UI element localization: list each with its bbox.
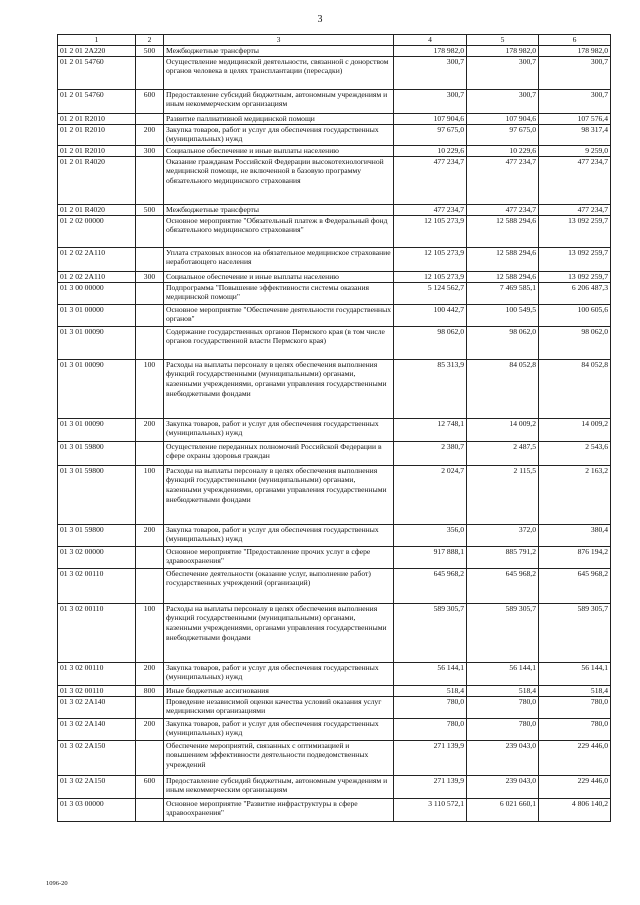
- item-name-cell: Социальное обеспечение и иные выплаты населению: [164, 271, 394, 282]
- amount-year2-cell: 239 043,0: [467, 775, 539, 798]
- target-code-cell: 01 2 01 R4020: [58, 156, 136, 204]
- expense-type-cell: [136, 326, 164, 359]
- amount-year1-cell: 518,4: [394, 685, 467, 696]
- item-name-cell: Закупка товаров, работ и услуг для обеспечения государственных (муниципальных) нужд: [164, 124, 394, 145]
- amount-year3-cell: 780,0: [539, 718, 611, 740]
- amount-year1-cell: 100 442,7: [394, 304, 467, 326]
- amount-year1-cell: 271 139,9: [394, 740, 467, 775]
- expense-type-cell: [136, 304, 164, 326]
- amount-year1-cell: 97 675,0: [394, 124, 467, 145]
- table-row: [58, 775, 611, 798]
- target-code-cell: 01 2 02 00000: [58, 215, 136, 247]
- amount-year1-cell: 271 139,9: [394, 775, 467, 798]
- item-name-cell: Закупка товаров, работ и услуг для обеспечения государственных (муниципальных) нужд: [164, 662, 394, 685]
- amount-year3-cell: 9 259,0: [539, 145, 611, 156]
- amount-year3-cell: 14 009,2: [539, 418, 611, 441]
- target-code-cell: 01 2 01 R4020: [58, 204, 136, 215]
- amount-year2-cell: 97 675,0: [467, 124, 539, 145]
- amount-year1-cell: 780,0: [394, 718, 467, 740]
- target-code-cell: 01 3 01 00000: [58, 304, 136, 326]
- item-name-cell: Основное мероприятие "Развитие инфраструктуры в сфере здравоохранения": [164, 798, 394, 821]
- amount-year1-cell: 780,0: [394, 696, 467, 718]
- target-code-cell: 01 3 01 59800: [58, 441, 136, 465]
- item-name-cell: Социальное обеспечение и иные выплаты населению: [164, 145, 394, 156]
- amount-year2-cell: 780,0: [467, 696, 539, 718]
- amount-year3-cell: 2 543,6: [539, 441, 611, 465]
- budget-table: [57, 34, 611, 822]
- amount-year3-cell: 380,4: [539, 524, 611, 546]
- amount-year1-cell: 2 380,7: [394, 441, 467, 465]
- column-header: 4: [394, 35, 467, 46]
- footer-note: 1096-20: [46, 880, 68, 887]
- amount-year2-cell: 239 043,0: [467, 740, 539, 775]
- target-code-cell: 01 2 01 54760: [58, 56, 136, 89]
- header-row: [58, 35, 611, 46]
- amount-year1-cell: 300,7: [394, 56, 467, 89]
- amount-year2-cell: 780,0: [467, 718, 539, 740]
- amount-year2-cell: 56 144,1: [467, 662, 539, 685]
- table-row: [58, 798, 611, 821]
- item-name-cell: Расходы на выплаты персоналу в целях обеспечения выполнения функций государственными (муниципальными) органами, казенными учреждениями, органами управления государственными внебюджетными фондами: [164, 359, 394, 418]
- page-number: 3: [317, 14, 323, 25]
- amount-year3-cell: 645 968,2: [539, 568, 611, 603]
- item-name-cell: Обеспечение мероприятий, связанных с оптимизацией и повышением эффективности деятельности подведомственных учреждений: [164, 740, 394, 775]
- amount-year1-cell: 12 105 273,9: [394, 271, 467, 282]
- amount-year3-cell: 56 144,1: [539, 662, 611, 685]
- amount-year1-cell: 917 888,1: [394, 546, 467, 568]
- table-row: [58, 45, 611, 56]
- target-code-cell: 01 3 01 00090: [58, 326, 136, 359]
- table-row: [58, 113, 611, 124]
- amount-year3-cell: 229 446,0: [539, 775, 611, 798]
- amount-year3-cell: 6 206 487,3: [539, 282, 611, 304]
- amount-year3-cell: 13 092 259,7: [539, 247, 611, 271]
- item-name-cell: Межбюджетные трансферты: [164, 204, 394, 215]
- target-code-cell: 01 2 01 2А220: [58, 45, 136, 56]
- amount-year1-cell: 477 234,7: [394, 156, 467, 204]
- amount-year3-cell: 589 305,7: [539, 603, 611, 662]
- expense-type-cell: 800: [136, 685, 164, 696]
- amount-year2-cell: 589 305,7: [467, 603, 539, 662]
- table-row: [58, 145, 611, 156]
- amount-year3-cell: 477 234,7: [539, 156, 611, 204]
- amount-year3-cell: 477 234,7: [539, 204, 611, 215]
- item-name-cell: Предоставление субсидий бюджетным, автономным учреждениям и иным некоммерческим организациям: [164, 89, 394, 113]
- amount-year3-cell: 107 576,4: [539, 113, 611, 124]
- item-name-cell: Осуществление переданных полномочий Российской Федерации в сфере охраны здоровья граждан: [164, 441, 394, 465]
- table-row: [58, 204, 611, 215]
- expense-type-cell: [136, 441, 164, 465]
- table-row: [58, 685, 611, 696]
- table-row: [58, 359, 611, 418]
- expense-type-cell: 200: [136, 418, 164, 441]
- expense-type-cell: 300: [136, 271, 164, 282]
- amount-year2-cell: 107 904,6: [467, 113, 539, 124]
- amount-year1-cell: 589 305,7: [394, 603, 467, 662]
- expense-type-cell: 100: [136, 359, 164, 418]
- target-code-cell: 01 3 02 00110: [58, 568, 136, 603]
- table-row: [58, 524, 611, 546]
- amount-year2-cell: 6 021 660,1: [467, 798, 539, 821]
- table-row: [58, 603, 611, 662]
- expense-type-cell: [136, 215, 164, 247]
- amount-year2-cell: 477 234,7: [467, 156, 539, 204]
- amount-year1-cell: 3 110 572,1: [394, 798, 467, 821]
- amount-year1-cell: 85 313,9: [394, 359, 467, 418]
- expense-type-cell: 100: [136, 603, 164, 662]
- item-name-cell: Основное мероприятие "Предоставление прочих услуг в сфере здравоохранения": [164, 546, 394, 568]
- amount-year1-cell: 2 024,7: [394, 465, 467, 524]
- amount-year1-cell: 645 968,2: [394, 568, 467, 603]
- amount-year3-cell: 876 194,2: [539, 546, 611, 568]
- amount-year2-cell: 12 588 294,6: [467, 271, 539, 282]
- column-header: 5: [467, 35, 539, 46]
- amount-year1-cell: 356,0: [394, 524, 467, 546]
- amount-year2-cell: 300,7: [467, 56, 539, 89]
- amount-year2-cell: 14 009,2: [467, 418, 539, 441]
- amount-year2-cell: 885 791,2: [467, 546, 539, 568]
- item-name-cell: Оказание гражданам Российской Федерации высокотехнологичной медицинской помощи, не включенной в базовую программу обязательного медицинского страхования: [164, 156, 394, 204]
- item-name-cell: Межбюджетные трансферты: [164, 45, 394, 56]
- item-name-cell: Подпрограмма "Повышение эффективности системы оказания медицинской помощи": [164, 282, 394, 304]
- table-row: [58, 740, 611, 775]
- amount-year2-cell: 2 487,5: [467, 441, 539, 465]
- amount-year2-cell: 12 588 294,6: [467, 247, 539, 271]
- table-row: [58, 718, 611, 740]
- table-row: [58, 568, 611, 603]
- expense-type-cell: 300: [136, 145, 164, 156]
- expense-type-cell: 200: [136, 524, 164, 546]
- target-code-cell: 01 3 02 2А140: [58, 718, 136, 740]
- amount-year1-cell: 178 982,0: [394, 45, 467, 56]
- amount-year2-cell: 300,7: [467, 89, 539, 113]
- column-header: 1: [58, 35, 136, 46]
- expense-type-cell: [136, 56, 164, 89]
- amount-year3-cell: 780,0: [539, 696, 611, 718]
- amount-year3-cell: 4 806 140,2: [539, 798, 611, 821]
- amount-year3-cell: 13 092 259,7: [539, 271, 611, 282]
- amount-year3-cell: 13 092 259,7: [539, 215, 611, 247]
- amount-year3-cell: 2 163,2: [539, 465, 611, 524]
- amount-year2-cell: 518,4: [467, 685, 539, 696]
- column-header: 6: [539, 35, 611, 46]
- item-name-cell: Проведение независимой оценки качества условий оказания услуг медицинскими организациями: [164, 696, 394, 718]
- table-row: [58, 662, 611, 685]
- item-name-cell: Закупка товаров, работ и услуг для обеспечения государственных (муниципальных) нужд: [164, 524, 394, 546]
- amount-year3-cell: 100 605,6: [539, 304, 611, 326]
- target-code-cell: 01 3 01 59800: [58, 524, 136, 546]
- expense-type-cell: [136, 282, 164, 304]
- item-name-cell: Осуществление медицинской деятельности, связанной с донорством органов человека в целях трансплантации (пересадки): [164, 56, 394, 89]
- target-code-cell: 01 2 01 R2010: [58, 113, 136, 124]
- item-name-cell: Иные бюджетные ассигнования: [164, 685, 394, 696]
- amount-year3-cell: 300,7: [539, 89, 611, 113]
- amount-year2-cell: 100 549,5: [467, 304, 539, 326]
- expense-type-cell: [136, 546, 164, 568]
- amount-year2-cell: 84 052,8: [467, 359, 539, 418]
- amount-year3-cell: 84 052,8: [539, 359, 611, 418]
- expense-type-cell: 600: [136, 89, 164, 113]
- target-code-cell: 01 2 01 54760: [58, 89, 136, 113]
- amount-year2-cell: 2 115,5: [467, 465, 539, 524]
- target-code-cell: 01 3 02 00000: [58, 546, 136, 568]
- amount-year1-cell: 56 144,1: [394, 662, 467, 685]
- expense-type-cell: [136, 740, 164, 775]
- amount-year3-cell: 300,7: [539, 56, 611, 89]
- table-row: [58, 326, 611, 359]
- expense-type-cell: [136, 696, 164, 718]
- item-name-cell: Закупка товаров, работ и услуг для обеспечения государственных (муниципальных) нужд: [164, 418, 394, 441]
- amount-year2-cell: 645 968,2: [467, 568, 539, 603]
- target-code-cell: 01 3 03 00000: [58, 798, 136, 821]
- column-header: 3: [164, 35, 394, 46]
- amount-year1-cell: 12 105 273,9: [394, 247, 467, 271]
- item-name-cell: Основное мероприятие "Обязательный платеж в Федеральный фонд обязательного медицинского страхования": [164, 215, 394, 247]
- table-row: [58, 546, 611, 568]
- table-row: [58, 247, 611, 271]
- target-code-cell: 01 3 02 2А140: [58, 696, 136, 718]
- target-code-cell: 01 2 02 2А110: [58, 247, 136, 271]
- target-code-cell: 01 3 00 00000: [58, 282, 136, 304]
- target-code-cell: 01 2 01 R2010: [58, 124, 136, 145]
- target-code-cell: 01 3 01 00090: [58, 359, 136, 418]
- amount-year1-cell: 5 124 562,7: [394, 282, 467, 304]
- item-name-cell: Расходы на выплаты персоналу в целях обеспечения выполнения функций государственными (муниципальными) органами, казенными учреждениями, органами управления государственными внебюджетными фондами: [164, 603, 394, 662]
- expense-type-cell: 200: [136, 662, 164, 685]
- item-name-cell: Закупка товаров, работ и услуг для обеспечения государственных (муниципальных) нужд: [164, 718, 394, 740]
- amount-year2-cell: 178 982,0: [467, 45, 539, 56]
- amount-year3-cell: 98 317,4: [539, 124, 611, 145]
- amount-year3-cell: 98 062,0: [539, 326, 611, 359]
- target-code-cell: 01 2 01 R2010: [58, 145, 136, 156]
- table-row: [58, 696, 611, 718]
- table-row: [58, 441, 611, 465]
- amount-year3-cell: 178 982,0: [539, 45, 611, 56]
- target-code-cell: 01 2 02 2А110: [58, 271, 136, 282]
- amount-year1-cell: 12 105 273,9: [394, 215, 467, 247]
- amount-year3-cell: 518,4: [539, 685, 611, 696]
- target-code-cell: 01 3 01 59800: [58, 465, 136, 524]
- table-row: [58, 465, 611, 524]
- item-name-cell: Предоставление субсидий бюджетным, автономным учреждениям и иным некоммерческим организациям: [164, 775, 394, 798]
- expense-type-cell: 500: [136, 204, 164, 215]
- target-code-cell: 01 3 02 2А150: [58, 775, 136, 798]
- amount-year2-cell: 12 588 294,6: [467, 215, 539, 247]
- amount-year2-cell: 7 469 585,1: [467, 282, 539, 304]
- table-row: [58, 56, 611, 89]
- item-name-cell: Расходы на выплаты персоналу в целях обеспечения выполнения функций государственными (муниципальными) органами, казенными учреждениями, органами управления государственными внебюджетными фондами: [164, 465, 394, 524]
- amount-year2-cell: 98 062,0: [467, 326, 539, 359]
- amount-year2-cell: 372,0: [467, 524, 539, 546]
- expense-type-cell: 200: [136, 718, 164, 740]
- target-code-cell: 01 3 02 00110: [58, 603, 136, 662]
- expense-type-cell: [136, 156, 164, 204]
- table-row: [58, 156, 611, 204]
- amount-year2-cell: 477 234,7: [467, 204, 539, 215]
- expense-type-cell: [136, 247, 164, 271]
- table-row: [58, 304, 611, 326]
- amount-year1-cell: 12 748,1: [394, 418, 467, 441]
- expense-type-cell: 500: [136, 45, 164, 56]
- expense-type-cell: [136, 113, 164, 124]
- amount-year1-cell: 477 234,7: [394, 204, 467, 215]
- table-row: [58, 282, 611, 304]
- item-name-cell: Обеспечение деятельности (оказание услуг, выполнение работ) государственных учреждений (организаций): [164, 568, 394, 603]
- table-row: [58, 418, 611, 441]
- target-code-cell: 01 3 01 00090: [58, 418, 136, 441]
- amount-year1-cell: 98 062,0: [394, 326, 467, 359]
- table-row: [58, 124, 611, 145]
- item-name-cell: Содержание государственных органов Пермского края (в том числе органов государственной власти Пермского края): [164, 326, 394, 359]
- amount-year1-cell: 107 904,6: [394, 113, 467, 124]
- item-name-cell: Развитие паллиативной медицинской помощи: [164, 113, 394, 124]
- expense-type-cell: 600: [136, 775, 164, 798]
- amount-year1-cell: 10 229,6: [394, 145, 467, 156]
- amount-year1-cell: 300,7: [394, 89, 467, 113]
- expense-type-cell: [136, 568, 164, 603]
- table-row: [58, 271, 611, 282]
- amount-year2-cell: 10 229,6: [467, 145, 539, 156]
- expense-type-cell: 200: [136, 124, 164, 145]
- table-row: [58, 89, 611, 113]
- item-name-cell: Уплата страховых взносов на обязательное медицинское страхование неработающего населения: [164, 247, 394, 271]
- expense-type-cell: 100: [136, 465, 164, 524]
- target-code-cell: 01 3 02 2А150: [58, 740, 136, 775]
- target-code-cell: 01 3 02 00110: [58, 685, 136, 696]
- table-row: [58, 215, 611, 247]
- column-header: 2: [136, 35, 164, 46]
- expense-type-cell: [136, 798, 164, 821]
- target-code-cell: 01 3 02 00110: [58, 662, 136, 685]
- item-name-cell: Основное мероприятие "Обеспечение деятельности государственных органов": [164, 304, 394, 326]
- amount-year3-cell: 229 446,0: [539, 740, 611, 775]
